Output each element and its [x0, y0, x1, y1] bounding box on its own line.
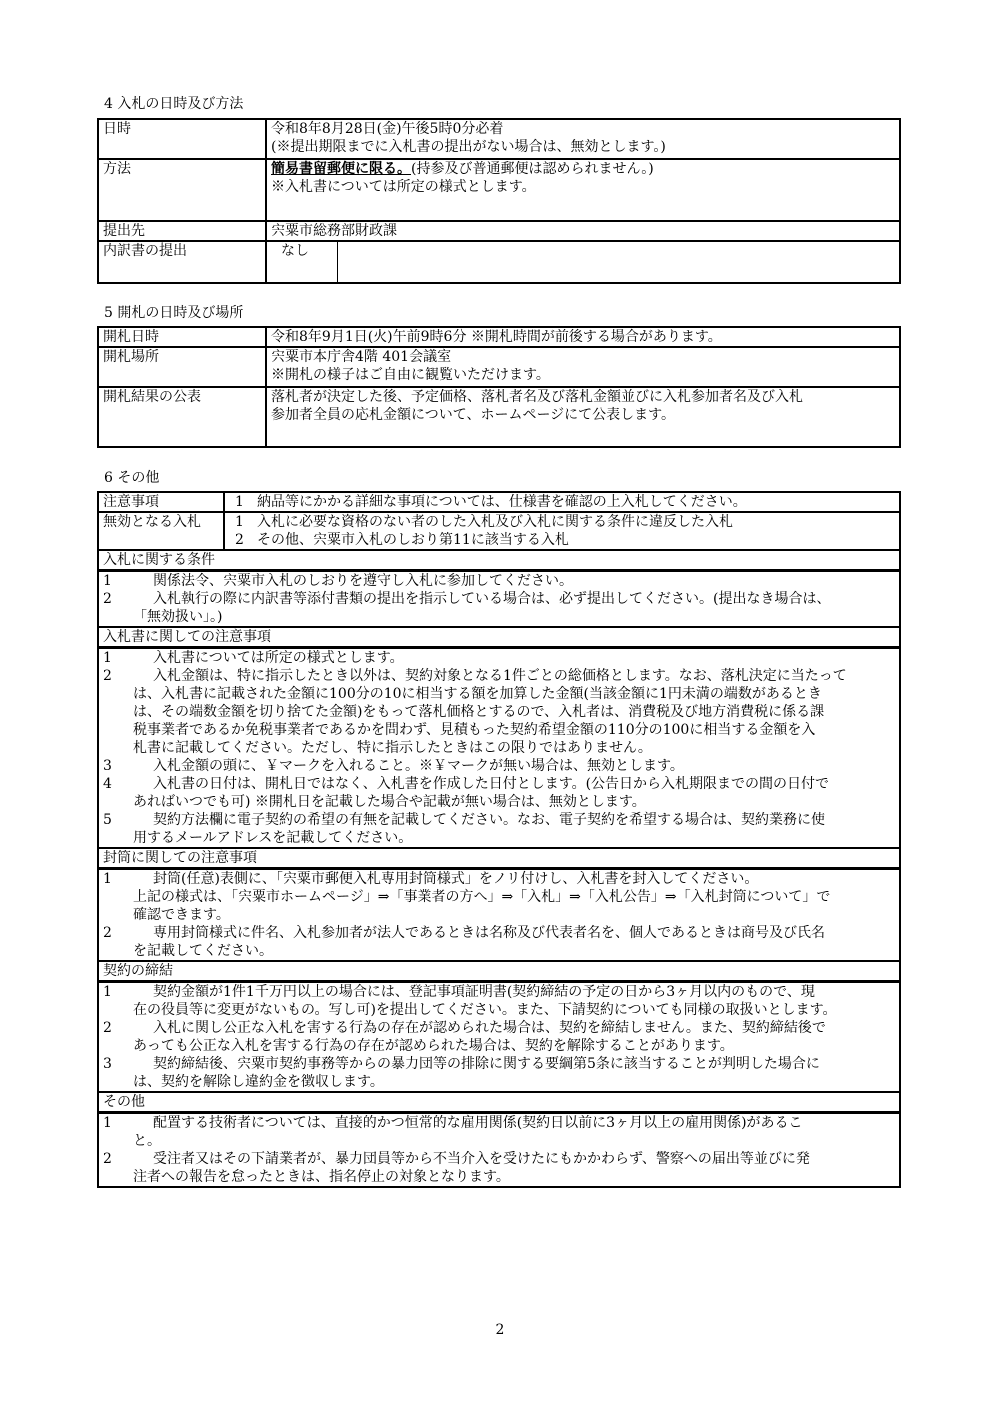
item-number: 1 — [103, 984, 112, 1000]
item-text — [133, 924, 899, 960]
dest-label: 提出先 — [98, 221, 266, 241]
item-text — [133, 572, 899, 590]
item-line: は、契約を解除し違約金を徴収します。 — [133, 1074, 384, 1090]
method-value — [266, 159, 900, 221]
result-value — [266, 387, 900, 447]
item-text — [133, 590, 899, 626]
dest-value: 宍粟市総務部財政課 — [266, 221, 900, 241]
notice-text: 納品等にかかる詳細な事項については、仕様書を確認の上入札してください。 — [257, 494, 747, 510]
breakdown-value: なし — [267, 242, 338, 282]
item-text — [133, 1055, 899, 1091]
breakdown-label: 内訳書の提出 — [98, 241, 266, 283]
list-item — [97, 982, 901, 1019]
item-line: 確認できます。 — [133, 907, 230, 923]
item-line: 受注者又はその下請業者が、暴力団員等から不当介入を受けたにもかかわらず、警察への届出等並びに発 — [153, 1151, 810, 1167]
section4-table — [97, 118, 901, 284]
item-line: 専用封筒様式に件名、入札参加者が法人であるときは名称及び代表者名を、個人であるときは商号及び氏名 — [153, 925, 825, 941]
result-line1: 落札者が決定した後、予定価格、落札者名及び落札金額並びに入札参加者名及び入札 — [271, 389, 803, 405]
datetime-line2: (※提出期限までに入札書の提出がない場合は、無効とします。) — [271, 139, 666, 155]
open-datetime-label: 開札日時 — [98, 327, 266, 347]
item-line: あればいつでも可) ※開札日を記載した場合や記載が無い場合は、無効とします。 — [133, 794, 646, 810]
item-line: 契約金額が1件1千万円以上の場合には、登記事項証明書(契約締結の予定の日から3ヶ月以内のもので、現 — [153, 984, 815, 1000]
item-line: は、入札書に記載された金額に100分の10に相当する額を加算した金額(当該金額に1円未満の端数があるとき — [133, 686, 822, 702]
item-line: 入札金額の頭に、￥マークを入れること。※￥マークが無い場合は、無効とします。 — [153, 758, 684, 774]
item-number: 2 — [103, 668, 112, 684]
list-item — [97, 1019, 901, 1055]
item-text — [133, 1114, 899, 1150]
item-line: 入札金額は、特に指示したとき以外は、契約対象となる1件ごとの総価格とします。なお、落札決定に当たって — [153, 668, 847, 684]
method-line2: ※入札書については所定の様式とします。 — [271, 179, 536, 195]
result-label: 開札結果の公表 — [98, 387, 266, 447]
item-line: 入札に関し公正な入札を害する行為の存在が認められた場合は、契約を締結しません。また、契約締結後で — [153, 1020, 826, 1036]
section6-title: 6 その他 — [104, 470, 160, 486]
item-line: 封筒(任意)表側に、「宍粟市郵便入札専用封筒様式」をノリ付けし、入札書を封入してください。 — [153, 871, 759, 887]
list-item — [97, 667, 901, 757]
open-place-label: 開札場所 — [98, 347, 266, 387]
group-header: その他 — [97, 1093, 901, 1113]
item-number: 2 — [103, 925, 112, 941]
method-rest: (持参及び普通郵便は認められません。) — [411, 161, 654, 177]
datetime-line1: 令和8年8月28日(金)午後5時0分必着 — [271, 121, 504, 137]
invalid-row — [97, 513, 901, 551]
item-text — [133, 870, 899, 924]
item-number: 5 — [103, 812, 112, 828]
notice-row — [97, 491, 901, 513]
page-number: 2 — [495, 1322, 505, 1338]
item-number: 1 — [103, 1115, 112, 1131]
item-line: 「無効扱い」。) — [133, 609, 223, 625]
result-line2: 参加者全員の応札金額について、ホームページにて公表します。 — [271, 407, 676, 423]
method-label: 方法 — [98, 159, 266, 221]
item-number: 1 — [103, 871, 112, 887]
method-emphasis: 簡易書留郵便に限る。 — [271, 161, 411, 177]
item-line: 上記の様式は、「宍粟市ホームページ」⇒「事業者の方へ」⇒「入札」⇒「入札公告」⇒「入札封筒について」で — [133, 889, 831, 905]
open-place-line1: 宍粟市本庁舎4階 401会議室 — [271, 349, 452, 365]
item-line: 札書に記載してください。ただし、特に指示したときはこの限りではありません。 — [133, 740, 652, 756]
open-place-value — [266, 347, 900, 387]
invalid-num: 2 — [235, 532, 244, 548]
item-text — [133, 775, 899, 811]
invalid-text: 入札に必要な資格のない者のした入札及び入札に関する条件に違反した入札 — [257, 514, 733, 530]
item-line: 契約方法欄に電子契約の希望の有無を記載してください。なお、電子契約を希望する場合は、契約業務に使 — [153, 812, 825, 828]
section5-table — [97, 326, 901, 448]
item-line: 入札書の日付は、開札日ではなく、入札書を作成した日付とします。(公告日から入札期限までの間の日付で — [153, 776, 830, 792]
datetime-value — [266, 119, 900, 159]
item-line: 在の役員等に変更がないもの。写し可)を提出してください。また、下請契約についても同様の取扱いとします。 — [133, 1002, 837, 1018]
list-item — [97, 571, 901, 590]
item-text — [133, 1019, 899, 1055]
item-text — [133, 757, 899, 775]
list-item — [97, 869, 901, 924]
list-item — [97, 648, 901, 667]
open-place-line2: ※開札の様子はご自由に観覧いただけます。 — [271, 367, 550, 383]
conditions-groups — [97, 551, 901, 1188]
item-number: 2 — [103, 591, 112, 607]
group-header: 契約の締結 — [97, 962, 901, 982]
item-number: 3 — [103, 1056, 112, 1072]
group-header: 入札書に関しての注意事項 — [97, 628, 901, 648]
invalid-label: 無効となる入札 — [99, 513, 225, 549]
item-line: は、その端数金額を切り捨てた金額)をもって落札価格とするので、入札者は、消費税及び地方消費税に係る課 — [133, 704, 825, 720]
item-text — [133, 1150, 899, 1186]
item-line: 配置する技術者については、直接的かつ恒常的な雇用関係(契約日以前に3ヶ月以上の雇用関係)があるこ — [153, 1115, 803, 1131]
list-item — [97, 775, 901, 811]
item-number: 4 — [103, 776, 112, 792]
datetime-label: 日時 — [98, 119, 266, 159]
section6-box — [97, 491, 901, 1188]
list-item — [97, 811, 901, 849]
item-number: 1 — [103, 650, 112, 666]
item-text — [133, 649, 899, 667]
list-item — [97, 1150, 901, 1188]
list-item — [97, 590, 901, 628]
item-line: 税事業者であるか免税事業者であるかを問わず、見積もった契約希望金額の110分の100に相当する金額を入 — [133, 722, 816, 738]
item-number: 3 — [103, 758, 112, 774]
group-header: 封筒に関しての注意事項 — [97, 849, 901, 869]
open-datetime-value: 令和8年9月1日(火)午前9時6分 ※開札時間が前後する場合があります。 — [266, 327, 900, 347]
item-line: 入札執行の際に内訳書等添付書類の提出を指示している場合は、必ず提出してください。(提出なき場合は、 — [153, 591, 831, 607]
item-line: 関係法令、宍粟市入札のしおりを遵守し入札に参加してください。 — [153, 573, 573, 589]
item-text — [133, 811, 899, 847]
item-text — [133, 983, 899, 1019]
section5-title: 5 開札の日時及び場所 — [104, 305, 244, 321]
item-line: 注者への報告を怠ったときは、指名停止の対象となります。 — [133, 1169, 510, 1185]
item-text — [133, 667, 899, 757]
invalid-text: その他、宍粟市入札のしおり第11に該当する入札 — [257, 532, 569, 548]
list-item — [97, 924, 901, 962]
item-line: あっても公正な入札を害する行為の存在が認められた場合は、契約を解除することがあります。 — [133, 1038, 734, 1054]
item-line: 入札書については所定の様式とします。 — [153, 650, 404, 666]
list-item — [97, 757, 901, 775]
item-line: を記載してください。 — [133, 943, 273, 959]
item-line: 用するメールアドレスを記載してください。 — [133, 830, 413, 846]
notice-label: 注意事項 — [99, 493, 225, 511]
notice-num: 1 — [235, 494, 244, 510]
section4-title: 4 入札の日時及び方法 — [104, 96, 244, 112]
invalid-num: 1 — [235, 514, 244, 530]
item-line: 契約締結後、宍粟市契約事務等からの暴力団等の排除に関する要綱第5条に該当することが判明した場合に — [153, 1056, 820, 1072]
item-number: 1 — [103, 573, 112, 589]
list-item — [97, 1055, 901, 1093]
item-line: と。 — [133, 1133, 161, 1149]
group-header: 入札に関する条件 — [97, 551, 901, 571]
item-number: 2 — [103, 1151, 112, 1167]
item-number: 2 — [103, 1020, 112, 1036]
list-item — [97, 1113, 901, 1150]
